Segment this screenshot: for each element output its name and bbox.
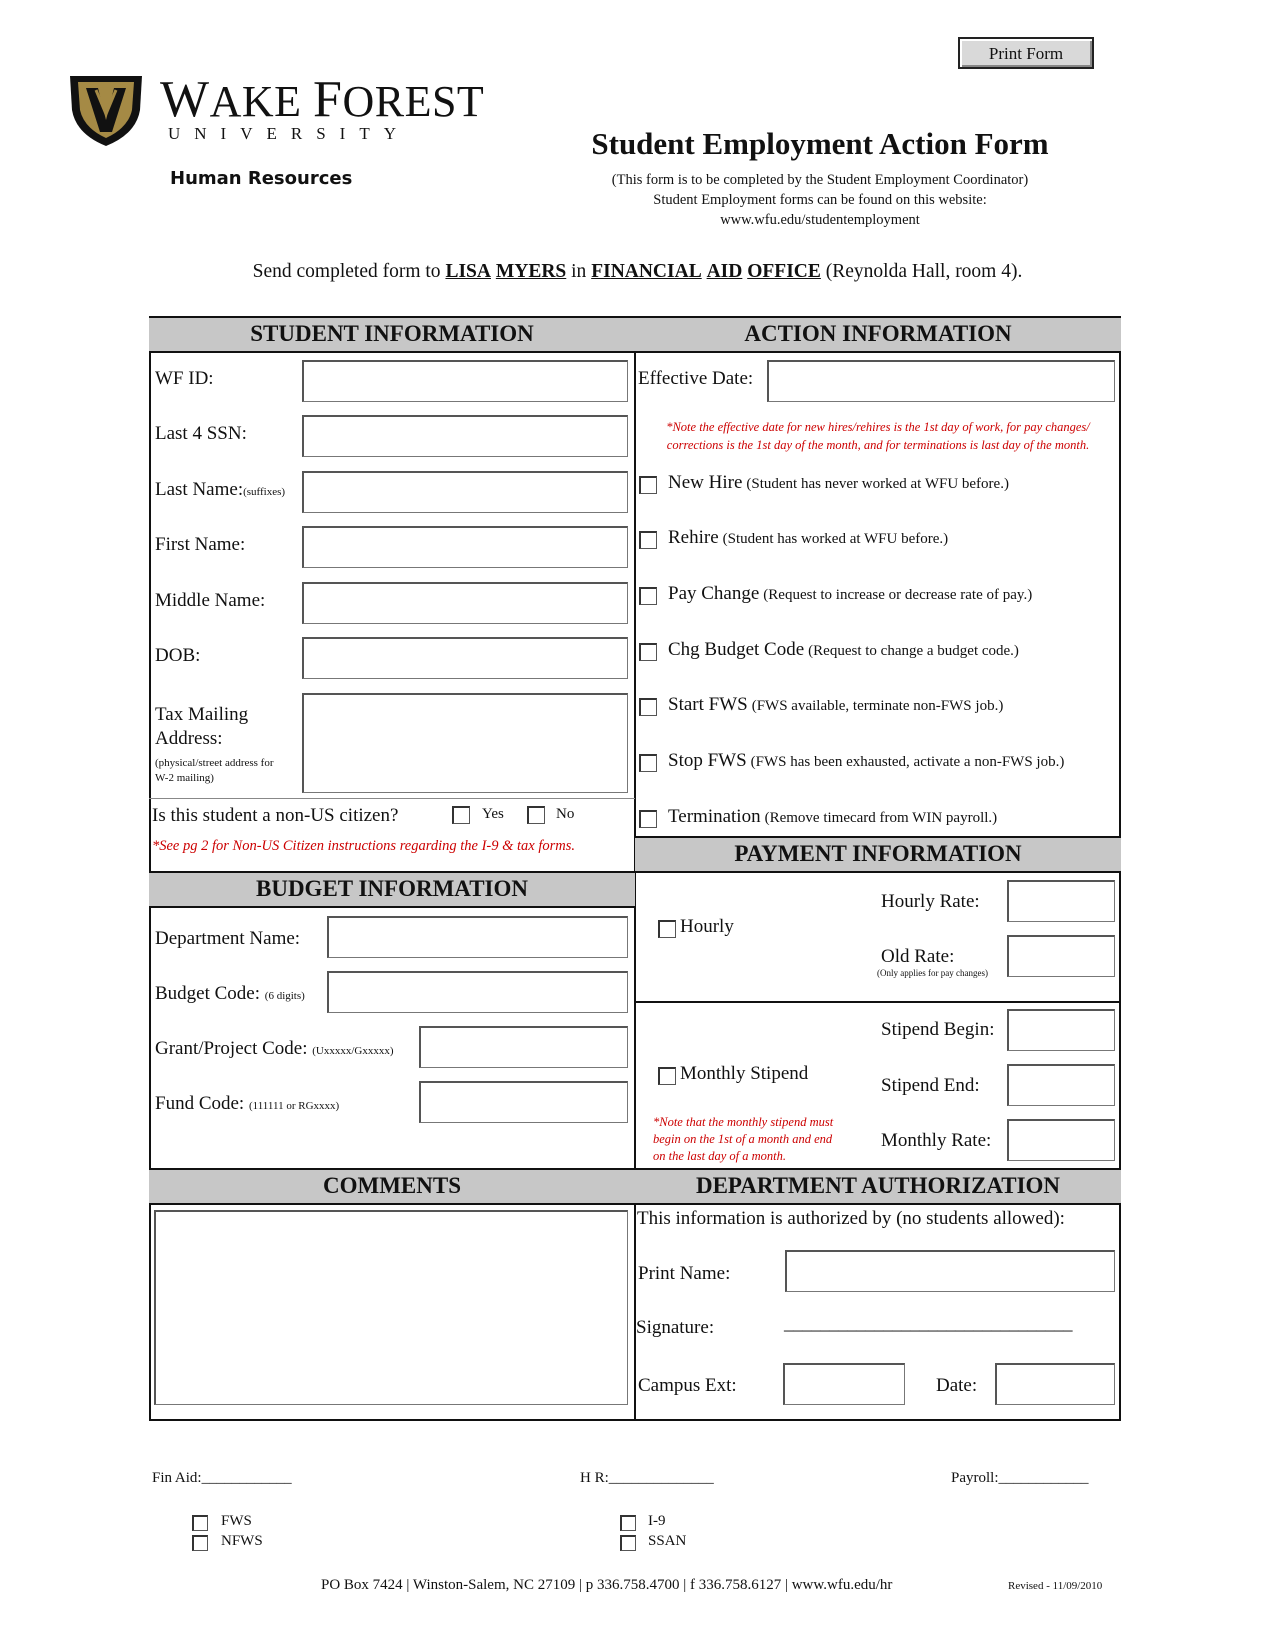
citizen-note: *See pg 2 for Non-US Citizen instructions regarding the I-9 & tax forms. bbox=[152, 838, 576, 854]
action-option-label: Pay Change (Request to increase or decrease rate of pay.) bbox=[668, 583, 1033, 604]
action-option-label: Chg Budget Code (Request to change a budget code.) bbox=[668, 639, 1019, 660]
monthly-stipend-checkbox[interactable] bbox=[658, 1067, 676, 1085]
office-3: OFFICE bbox=[747, 261, 821, 282]
monthly-stipend-label: Monthly Stipend bbox=[680, 1063, 809, 1084]
department-name-input[interactable] bbox=[327, 916, 628, 958]
citizen-yes-label: Yes bbox=[482, 806, 504, 822]
date-input[interactable] bbox=[995, 1363, 1115, 1405]
tax-address-note: (physical/street address for W-2 mailing) bbox=[155, 757, 274, 784]
action-option-label: Termination (Remove timecard from WIN payroll.) bbox=[668, 806, 998, 827]
action-option-checkbox[interactable] bbox=[639, 476, 657, 494]
budget-code-label: Budget Code: (6 digits) bbox=[155, 983, 305, 1004]
fin-aid-line: Fin Aid:____________ bbox=[152, 1470, 292, 1486]
hr-line: H R:______________ bbox=[580, 1470, 714, 1486]
department-label: Human Resources bbox=[170, 168, 353, 189]
stipend-begin-label: Stipend Begin: bbox=[881, 1019, 995, 1040]
office-1: FINANCIAL bbox=[591, 261, 702, 282]
effective-date-input[interactable] bbox=[767, 360, 1115, 402]
middle-name-input[interactable] bbox=[302, 582, 628, 624]
last-name-input[interactable] bbox=[302, 471, 628, 513]
hourly-rate-label: Hourly Rate: bbox=[881, 891, 980, 912]
recipient-last: MYERS bbox=[495, 261, 567, 282]
monthly-stipend-note: *Note that the monthly stipend must begin on the 1st of a month and end on the last day of a month. bbox=[653, 1115, 834, 1163]
action-option-label: New Hire (Student has never worked at WFU before.) bbox=[668, 472, 1009, 493]
wf-id-label: WF ID: bbox=[155, 368, 214, 389]
grant-code-input[interactable] bbox=[419, 1026, 628, 1068]
first-name-label: First Name: bbox=[155, 534, 246, 555]
subtitle-url: www.wfu.edu/studentemployment bbox=[720, 212, 920, 228]
citizen-no-checkbox[interactable] bbox=[527, 806, 545, 824]
first-name-input[interactable] bbox=[302, 526, 628, 568]
date-label: Date: bbox=[936, 1375, 978, 1396]
i9-checkbox[interactable] bbox=[620, 1515, 636, 1531]
footer-address: PO Box 7424 | Winston-Salem, NC 27109 | p 336.758.4700 | f 336.758.6127 | www.wfu.edu/hr bbox=[321, 1577, 893, 1593]
hourly-label: Hourly bbox=[680, 916, 734, 937]
grant-code-label: Grant/Project Code: (Uxxxxx/Gxxxxx) bbox=[155, 1038, 394, 1059]
print-name-label: Print Name: bbox=[638, 1263, 731, 1284]
citizen-no-label: No bbox=[556, 806, 575, 822]
last-name-label: Last Name:(suffixes) bbox=[155, 479, 286, 500]
hourly-rate-input[interactable] bbox=[1007, 880, 1115, 922]
office-2: AID bbox=[706, 261, 743, 282]
department-auth-heading: DEPARTMENT AUTHORIZATION bbox=[635, 1168, 1121, 1205]
subtitle-line: Student Employment forms can be found on this website: bbox=[653, 192, 987, 208]
comments-textarea[interactable] bbox=[154, 1210, 628, 1405]
tax-address-input[interactable] bbox=[302, 693, 628, 793]
payment-info-heading: PAYMENT INFORMATION bbox=[635, 836, 1121, 873]
stipend-end-label: Stipend End: bbox=[881, 1075, 980, 1096]
monthly-rate-input[interactable] bbox=[1007, 1119, 1115, 1161]
department-name-label: Department Name: bbox=[155, 928, 301, 949]
action-option-checkbox[interactable] bbox=[639, 587, 657, 605]
action-option-checkbox[interactable] bbox=[639, 810, 657, 828]
signature-line[interactable]: ________________________________ bbox=[784, 1313, 1072, 1334]
budget-info-heading: BUDGET INFORMATION bbox=[149, 871, 635, 908]
action-info-heading: ACTION INFORMATION bbox=[635, 316, 1121, 353]
middle-name-label: Middle Name: bbox=[155, 590, 266, 611]
action-option-checkbox[interactable] bbox=[639, 531, 657, 549]
old-rate-input[interactable] bbox=[1007, 935, 1115, 977]
dob-input[interactable] bbox=[302, 637, 628, 679]
divider bbox=[149, 798, 635, 799]
recipient-first: LISA bbox=[445, 261, 491, 282]
stipend-begin-input[interactable] bbox=[1007, 1009, 1115, 1051]
student-info-heading: STUDENT INFORMATION bbox=[149, 316, 635, 353]
nfws-checkbox[interactable] bbox=[192, 1535, 208, 1551]
last4-ssn-input[interactable] bbox=[302, 415, 628, 457]
stipend-end-input[interactable] bbox=[1007, 1064, 1115, 1106]
signature-label: Signature: bbox=[636, 1317, 715, 1338]
ssan-checkbox[interactable] bbox=[620, 1535, 636, 1551]
auth-intro: This information is authorized by (no students allowed): bbox=[637, 1208, 1065, 1229]
citizen-yes-checkbox[interactable] bbox=[452, 806, 470, 824]
action-option-checkbox[interactable] bbox=[639, 754, 657, 772]
last4-ssn-label: Last 4 SSN: bbox=[155, 423, 247, 444]
form-title: Student Employment Action Form bbox=[591, 126, 1049, 161]
effective-date-label: Effective Date: bbox=[638, 368, 754, 389]
monthly-rate-label: Monthly Rate: bbox=[881, 1130, 992, 1151]
old-rate-note: (Only applies for pay changes) bbox=[877, 968, 988, 978]
dob-label: DOB: bbox=[155, 645, 201, 666]
fund-code-input[interactable] bbox=[419, 1081, 628, 1123]
action-option-label: Stop FWS (FWS has been exhausted, activate a non-FWS job.) bbox=[668, 750, 1065, 771]
ssan-label: SSAN bbox=[648, 1533, 687, 1549]
form-subtitle bbox=[560, 170, 1080, 230]
send-instructions: Send completed form to LISA MYERS in FINANCIAL AID OFFICE (Reynolda Hall, room 4). bbox=[252, 261, 1023, 282]
payroll-line: Payroll:____________ bbox=[951, 1470, 1089, 1486]
brand-name: WAKE FOREST bbox=[160, 71, 485, 128]
action-option-checkbox[interactable] bbox=[639, 698, 657, 716]
nfws-label: NFWS bbox=[221, 1533, 263, 1549]
hourly-checkbox[interactable] bbox=[658, 920, 676, 938]
payment-divider bbox=[635, 1001, 1121, 1003]
campus-ext-label: Campus Ext: bbox=[638, 1375, 737, 1396]
print-name-input[interactable] bbox=[785, 1250, 1115, 1292]
subtitle-line: (This form is to be completed by the Student Employment Coordinator) bbox=[611, 172, 1029, 188]
print-form-button[interactable]: Print Form bbox=[958, 37, 1094, 69]
citizen-question: Is this student a non-US citizen? bbox=[152, 805, 399, 826]
fund-code-label: Fund Code: (111111 or RGxxxx) bbox=[155, 1093, 340, 1114]
wfu-shield-logo bbox=[68, 70, 144, 148]
action-option-checkbox[interactable] bbox=[639, 643, 657, 661]
action-option-label: Start FWS (FWS available, terminate non-FWS job.) bbox=[668, 694, 1004, 715]
wf-id-input[interactable] bbox=[302, 360, 628, 402]
effective-date-note: *Note the effective date for new hires/rehires is the 1st day of work, for pay changes/ corrections is the 1st day of the month, and for terminations is last day of the month. bbox=[666, 420, 1090, 452]
old-rate-label: Old Rate: bbox=[881, 946, 955, 967]
tax-address-label: Tax Mailing Address: bbox=[155, 704, 249, 749]
fws-label: FWS bbox=[221, 1513, 252, 1529]
budget-code-input[interactable] bbox=[327, 971, 628, 1013]
action-option-label: Rehire (Student has worked at WFU before.) bbox=[668, 527, 949, 548]
campus-ext-input[interactable] bbox=[783, 1363, 905, 1405]
i9-label: I-9 bbox=[648, 1513, 666, 1529]
revised-date: Revised - 11/09/2010 bbox=[1008, 1580, 1103, 1592]
fws-checkbox[interactable] bbox=[192, 1515, 208, 1531]
comments-heading: COMMENTS bbox=[149, 1168, 635, 1205]
brand-university: UNIVERSITY bbox=[168, 124, 410, 143]
